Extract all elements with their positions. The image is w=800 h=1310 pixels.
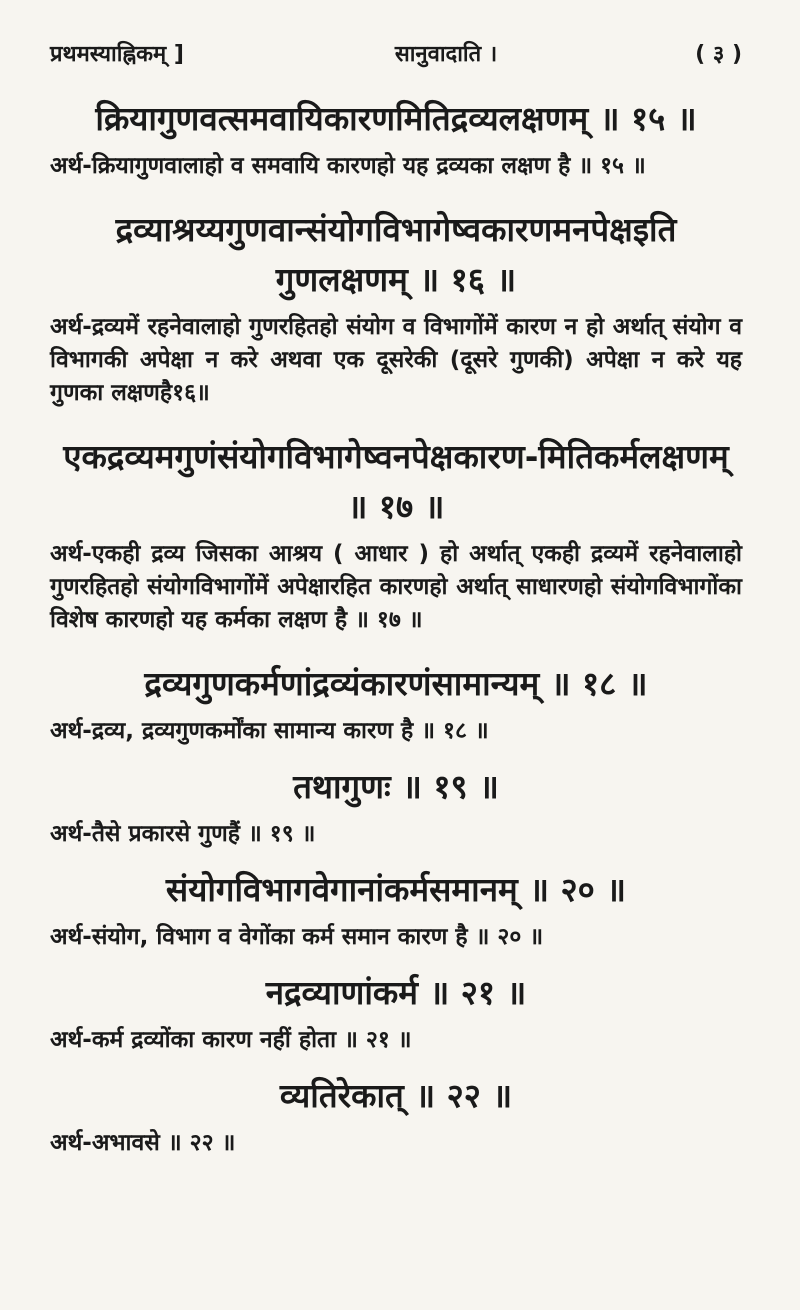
sutra-text: एकद्रव्यमगुणंसंयोगविभागेष्वनपेक्षकारण-मितिकर्मलक्षणम् ॥ १७ ॥ (63, 437, 729, 526)
verse-21 (50, 968, 742, 1057)
meaning-text: अर्थ-द्रव्यमें रहनेवालाहो गुणरहितहो संयोग व विभागोंमें कारण न हो अर्थात् संयोग व विभागकी अपेक्षा न करे अथवा एक दूसरेकी (दूसरे गुणकी) अपेक्षा न करे यह गुणका लक्षणहै१६॥ (50, 314, 742, 406)
page-header (50, 38, 742, 68)
sutra-text: क्रियागुणवत्समवायिकारणमितिद्रव्यलक्षणम् ॥ १५ ॥ (95, 99, 697, 138)
sutra-text: द्रव्याश्रय्यगुणवान्संयोगविभागेष्वकारणमनपेक्षइति गुणलक्षणम् ॥ १६ ॥ (115, 210, 677, 299)
meaning-text: अर्थ-क्रियागुणवालाहो व समवायि कारणहो यह द्रव्यका लक्षण है ॥ १५ ॥ (50, 153, 646, 179)
meaning-text: अर्थ-द्रव्य, द्रव्यगुणकर्मोंका सामान्य कारण है ॥ १८ ॥ (50, 718, 489, 744)
meaning-text: अर्थ-कर्म द्रव्योंका कारण नहीं होता ॥ २१ ॥ (50, 1027, 412, 1053)
meaning-text: अर्थ-अभावसे ॥ २२ ॥ (50, 1130, 236, 1156)
sutra-text: संयोगविभागवेगानांकर्मसमानम् ॥ २० ॥ (165, 870, 627, 909)
verse-20 (50, 865, 742, 954)
page-number: ( ३ ) (695, 42, 742, 67)
verse-17 (50, 432, 742, 637)
meaning-text: अर्थ-तैसे प्रकारसे गुणहैं ॥ १९ ॥ (50, 821, 316, 847)
header-left: प्रथमस्याह्निकम् ] (50, 42, 184, 67)
header-center: सानुवादाति । (394, 42, 498, 67)
verse-18 (50, 659, 742, 748)
verse-15 (50, 94, 742, 183)
meaning-text: अर्थ-एकही द्रव्य जिसका आश्रय ( आधार ) हो अर्थात् एकही द्रव्यमें रहनेवालाहो गुणरहितहो संयोगविभागोंमें अपेक्षारहित कारणहो अर्थात् साधारणहो संयोगविभागोंका विशेष कारणहो यह कर्मका लक्षण है ॥ १७ ॥ (50, 541, 742, 633)
sutra-text: द्रव्यगुणकर्मणांद्रव्यंकारणंसामान्यम् ॥ १८ ॥ (144, 664, 648, 703)
sutra-text: व्यतिरेकात् ॥ २२ ॥ (279, 1076, 513, 1115)
sutra-text: तथागुणः ॥ १९ ॥ (293, 767, 499, 806)
verse-22 (50, 1071, 742, 1160)
meaning-text: अर्थ-संयोग, विभाग व वेगोंका कर्म समान कारण है ॥ २० ॥ (50, 924, 544, 950)
verse-16 (50, 205, 742, 410)
verse-19 (50, 762, 742, 851)
sutra-text: नद्रव्याणांकर्म ॥ २१ ॥ (265, 973, 527, 1012)
